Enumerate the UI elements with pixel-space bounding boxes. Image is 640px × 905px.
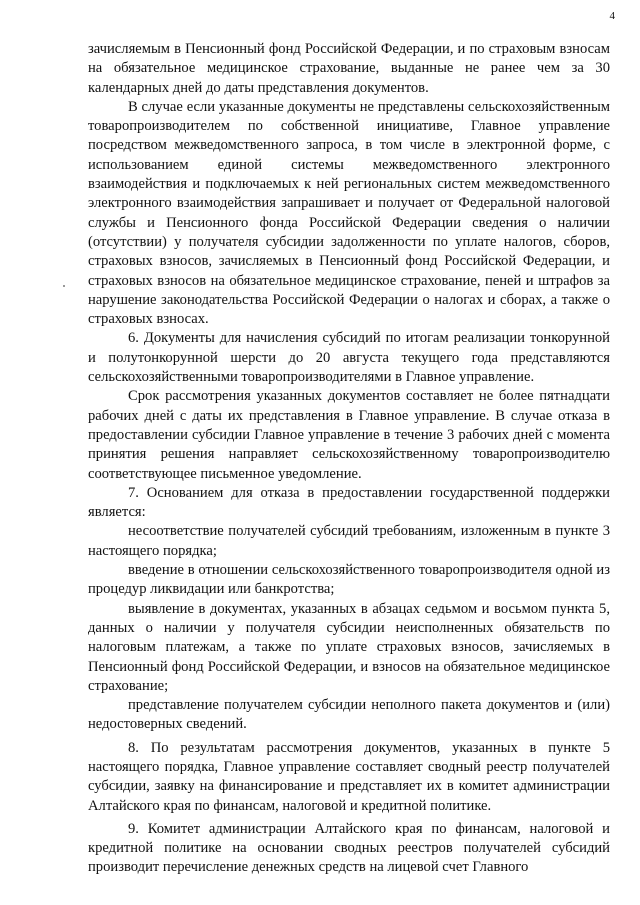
paragraph-6: несоответствие получателей субсидий требованиям, изложенным в пункте 3 настоящего порядка; — [88, 523, 610, 559]
paragraph-3: 6. Документы для начисления субсидий по итогам реализации тонкорунной и полутонкорунной шерсти до 20 августа текущего года представляются сельскохозяйственными товаропроизводителями в Главное управление. — [88, 330, 610, 386]
paragraph-1: зачисляемым в Пенсионный фонд Российской Федерации, и по страховым взносам на обязательное медицинское страхование, выданные не ранее чем за 30 календарных дней до даты представления документов. — [88, 41, 610, 96]
document-body — [88, 40, 610, 878]
paragraph-8: выявление в документах, указанных в абзацах седьмом и восьмом пункта 5, данных о наличии у получателя субсидии неисполненных обязательств по налоговым платежам, а также по уплате страховых взносов, зачисляемых в Пенсионный фонд Российской Федерации, и взносов на обязательное медицинское страхование; — [88, 600, 610, 694]
paragraph-10: 8. По результатам рассмотрения документов, указанных в пункте 5 настоящего порядка, Главное управление составляет сводный реестр получателей субсидии, заявку на финансирование и представляет их в комитет администрации Алтайского края по финансам, налоговой и кредитной политике. — [88, 739, 610, 814]
paragraph-9: представление получателем субсидии неполного пакета документов и (или) недостоверных сведений. — [88, 697, 610, 733]
margin-mark — [63, 285, 65, 287]
paragraph-7: введение в отношении сельскохозяйственного товаропроизводителя одной из процедур ликвидации или банкротства; — [88, 562, 610, 598]
paragraph-5: 7. Основанием для отказа в предоставлении государственной поддержки является: — [88, 484, 610, 521]
paragraph-2: В случае если указанные документы не представлены сельскохозяйственным товаропроизводителем по собственной инициативе, Главное управление посредством межведомственного запроса, в том числе в электронной форме, с использованием единой системы межведомственного электронного взаимодействия и подключаемых к ней региональных систем межведомственного электронного взаимодействия запрашивает и получает от Федеральной налоговой службы и Пенсионного фонда Российской Федерации сведения о наличии (отсутствии) у получателя субсидии задолженности по уплате налогов, сборов, страховых взносов, зачисляемых в Пенсионный фонд Российской Федерации, и страховых взносов на обязательное медицинское страхование, пеней и штрафов за нарушение законодательства Российской Федерации о налогах и сборах, а также о страховых взносах. — [88, 98, 610, 328]
paragraph-11: 9. Комитет администрации Алтайского края по финансам, налоговой и кредитной политике на основании сводных реестров получателей субсидий производит перечисление денежных средств на лицевой счет Главного — [88, 820, 610, 876]
paragraph-4: Срок рассмотрения указанных документов составляет не более пятнадцати рабочих дней с даты их представления в Главное управление. В случае отказа в предоставлении субсидии Главное управление в течение 3 рабочих дней с момента принятия решения направляет сельскохозяйственному товаропроизводителю соответствующее письменное уведомление. — [88, 388, 610, 482]
page-number: 4 — [609, 10, 615, 22]
